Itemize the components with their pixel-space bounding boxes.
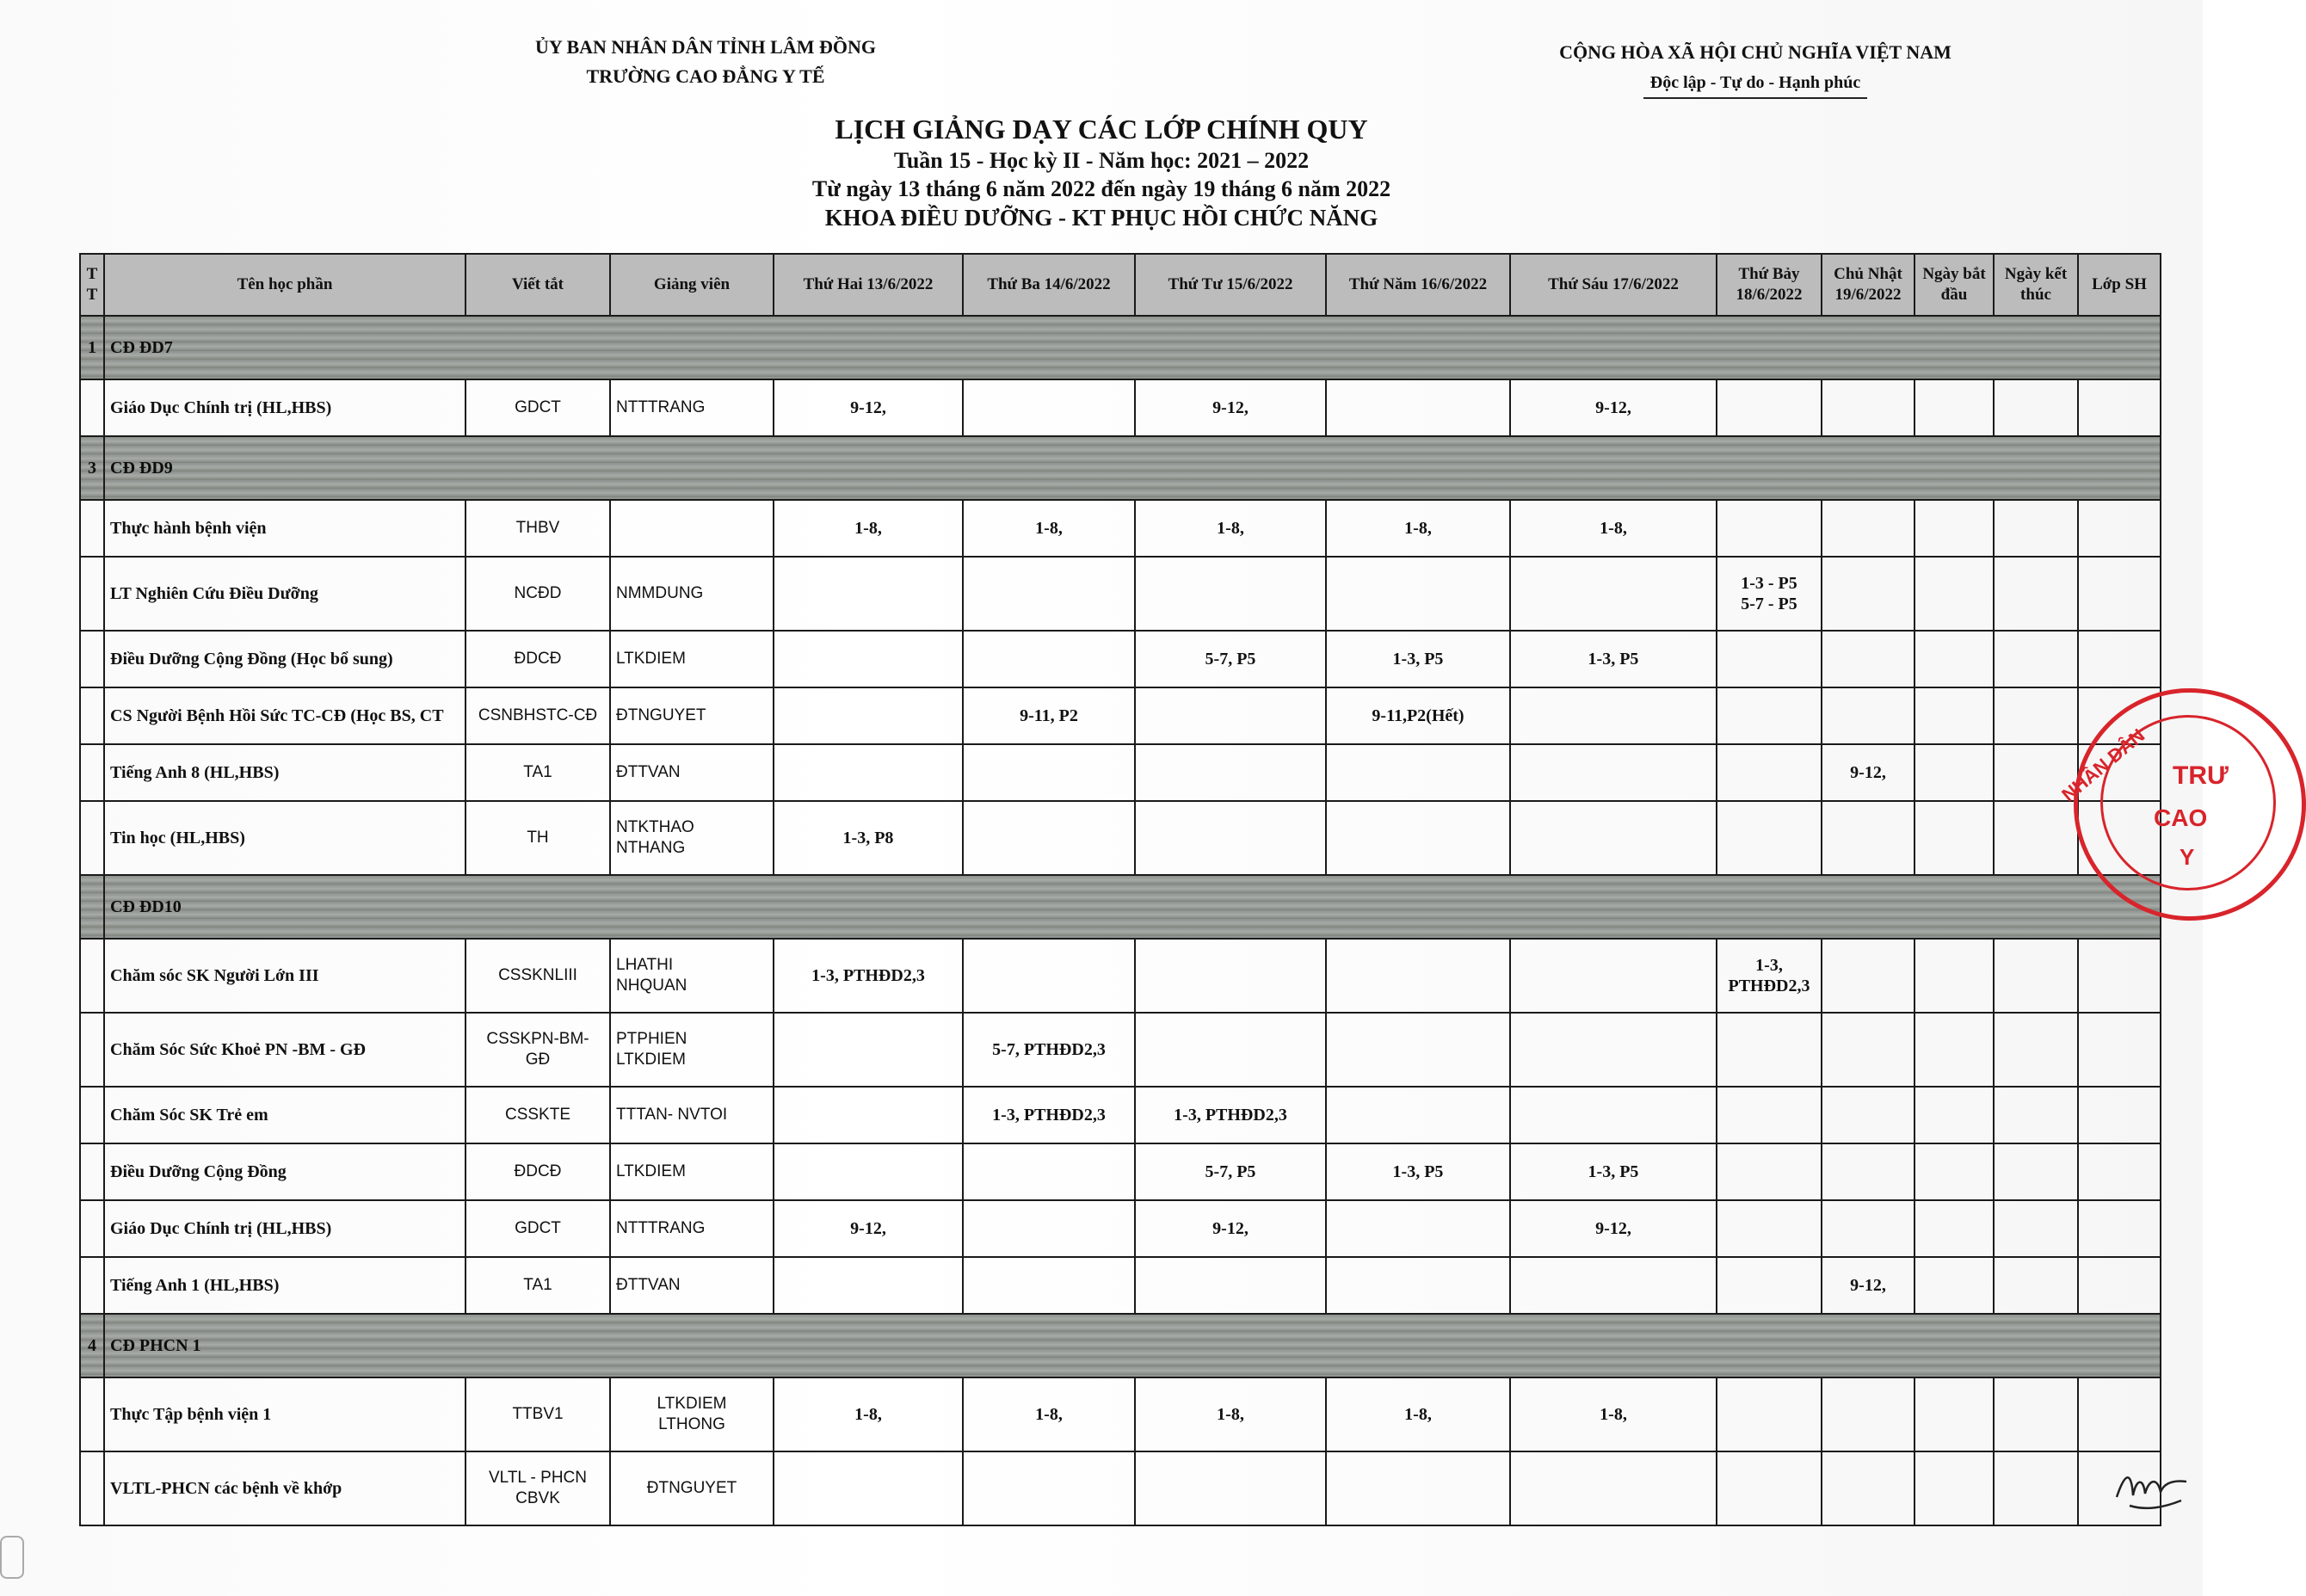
- slot-thu: [1326, 379, 1510, 436]
- section-row: [80, 316, 2161, 379]
- row-number-cell: [80, 379, 104, 436]
- col-start: Ngày bắt đầu: [1914, 254, 1994, 316]
- slot-tue: [963, 1200, 1135, 1257]
- slot-sun: [1822, 1143, 1914, 1200]
- slot-sun: 9-12,: [1822, 1257, 1914, 1314]
- section-number: 1: [80, 316, 104, 379]
- slot-sat: [1717, 744, 1822, 801]
- course-name: Tiếng Anh 1 (HL,HBS): [104, 1257, 466, 1314]
- course-row: [80, 1013, 2161, 1087]
- col-end: Ngày kết thúc: [1994, 254, 2078, 316]
- slot-tue: [963, 1143, 1135, 1200]
- course-row: [80, 557, 2161, 631]
- course-name: Chăm Sóc SK Trẻ em: [104, 1087, 466, 1143]
- lecturer: LHATHI NHQUAN: [610, 939, 774, 1013]
- slot-fri: [1510, 1257, 1717, 1314]
- end-date-cell: [1994, 1200, 2078, 1257]
- slot-sat: [1717, 500, 1822, 557]
- start-date-cell: [1914, 1377, 1994, 1451]
- end-date-cell: [1994, 379, 2078, 436]
- seal-line-2: CAO: [2154, 804, 2208, 831]
- slot-sun: [1822, 801, 1914, 875]
- course-row: [80, 1451, 2161, 1525]
- slot-sun: [1822, 939, 1914, 1013]
- lecturer: NTTTRANG: [610, 379, 774, 436]
- course-row: [80, 1257, 2161, 1314]
- col-sun: Chủ Nhật 19/6/2022: [1822, 254, 1914, 316]
- slot-fri: 1-8,: [1510, 1377, 1717, 1451]
- slot-tue: [963, 631, 1135, 687]
- start-date-cell: [1914, 939, 1994, 1013]
- course-name: Chăm Sóc Sức Khoẻ PN -BM - GĐ: [104, 1013, 466, 1087]
- slot-wed: [1135, 1257, 1326, 1314]
- official-seal: [2057, 688, 2306, 921]
- col-thu: Thứ Năm 16/6/2022: [1326, 254, 1510, 316]
- homeroom-cell: [2078, 1257, 2161, 1314]
- course-row: [80, 1143, 2161, 1200]
- slot-sat: [1717, 379, 1822, 436]
- section-number: 4: [80, 1314, 104, 1377]
- homeroom-cell: [2078, 1087, 2161, 1143]
- homeroom-cell: [2078, 500, 2161, 557]
- slot-tue: 1-8,: [963, 1377, 1135, 1451]
- row-number-cell: [80, 557, 104, 631]
- section-class-name: CĐ ĐD9: [104, 436, 2161, 500]
- start-date-cell: [1914, 631, 1994, 687]
- row-number-cell: [80, 687, 104, 744]
- slot-thu: [1326, 1087, 1510, 1143]
- slot-wed: [1135, 557, 1326, 631]
- slot-fri: 9-12,: [1510, 379, 1717, 436]
- slot-sat: [1717, 1013, 1822, 1087]
- col-lecturer: Giảng viên: [610, 254, 774, 316]
- course-abbreviation: VLTL - PHCN CBVK: [466, 1451, 610, 1525]
- end-date-cell: [1994, 939, 2078, 1013]
- col-tue: Thứ Ba 14/6/2022: [963, 254, 1135, 316]
- col-homeroom: Lớp SH: [2078, 254, 2161, 316]
- lecturer: ĐTTVAN: [610, 1257, 774, 1314]
- course-row: [80, 631, 2161, 687]
- start-date-cell: [1914, 1257, 1994, 1314]
- course-name: Giáo Dục Chính trị (HL,HBS): [104, 379, 466, 436]
- course-name: Điều Dưỡng Cộng Đồng: [104, 1143, 466, 1200]
- slot-fri: [1510, 1013, 1717, 1087]
- slot-tue: [963, 1257, 1135, 1314]
- course-abbreviation: TH: [466, 801, 610, 875]
- slot-mon: [774, 631, 963, 687]
- course-name: Tiếng Anh 8 (HL,HBS): [104, 744, 466, 801]
- course-name: LT Nghiên Cứu Điều Dưỡng: [104, 557, 466, 631]
- col-wed: Thứ Tư 15/6/2022: [1135, 254, 1326, 316]
- course-name: Giáo Dục Chính trị (HL,HBS): [104, 1200, 466, 1257]
- course-abbreviation: CSSKPN-BM- GĐ: [466, 1013, 610, 1087]
- end-date-cell: [1994, 1013, 2078, 1087]
- lecturer: PTPHIEN LTKDIEM: [610, 1013, 774, 1087]
- slot-fri: 9-12,: [1510, 1200, 1717, 1257]
- homeroom-cell: [2078, 939, 2161, 1013]
- seal-line-1: TRƯ: [2173, 761, 2229, 790]
- org-line-2: TRƯỜNG CAO ĐẲNG Y TẾ: [586, 65, 825, 87]
- slot-thu: [1326, 1451, 1510, 1525]
- slot-wed: 5-7, P5: [1135, 1143, 1326, 1200]
- slot-mon: [774, 1013, 963, 1087]
- nation-header: [1514, 38, 1996, 99]
- slot-fri: [1510, 801, 1717, 875]
- course-row: [80, 1087, 2161, 1143]
- end-date-cell: [1994, 1451, 2078, 1525]
- seal-line-3: Y: [2180, 844, 2195, 870]
- lecturer: [610, 500, 774, 557]
- homeroom-cell: [2078, 1143, 2161, 1200]
- course-abbreviation: GDCT: [466, 379, 610, 436]
- end-date-cell: [1994, 1257, 2078, 1314]
- slot-sun: [1822, 379, 1914, 436]
- lecturer: LTKDIEM: [610, 1143, 774, 1200]
- homeroom-cell: [2078, 379, 2161, 436]
- table-body: [80, 316, 2161, 1525]
- slot-thu: 1-3, P5: [1326, 631, 1510, 687]
- slot-sun: [1822, 1013, 1914, 1087]
- org-line-1: ỦY BAN NHÂN DÂN TỈNH LÂM ĐỒNG: [534, 36, 876, 58]
- start-date-cell: [1914, 687, 1994, 744]
- nation-line-2: Độc lập - Tự do - Hạnh phúc: [1643, 68, 1867, 99]
- slot-wed: 9-12,: [1135, 379, 1326, 436]
- slot-sun: [1822, 687, 1914, 744]
- section-class-name: CĐ PHCN 1: [104, 1314, 2161, 1377]
- lecturer: NTKTHAO NTHANG: [610, 801, 774, 875]
- slot-thu: 1-8,: [1326, 500, 1510, 557]
- slot-sat: [1717, 1143, 1822, 1200]
- seal-arc-text: NHÂN DÂN: [2057, 724, 2149, 806]
- slot-wed: 1-8,: [1135, 500, 1326, 557]
- start-date-cell: [1914, 801, 1994, 875]
- row-number-cell: [80, 1451, 104, 1525]
- lecturer: ĐTTVAN: [610, 744, 774, 801]
- slot-tue: 5-7, PTHĐD2,3: [963, 1013, 1135, 1087]
- slot-thu: [1326, 939, 1510, 1013]
- slot-mon: [774, 557, 963, 631]
- date-range: Từ ngày 13 tháng 6 năm 2022 đến ngày 19 tháng 6 năm 2022: [811, 176, 1391, 201]
- slot-mon: [774, 744, 963, 801]
- slot-fri: 1-3, P5: [1510, 1143, 1717, 1200]
- lecturer: ĐTNGUYET: [610, 1451, 774, 1525]
- course-row: [80, 687, 2161, 744]
- document-title: LỊCH GIẢNG DẠY CÁC LỚP CHÍNH QUY: [835, 114, 1368, 145]
- start-date-cell: [1914, 1200, 1994, 1257]
- slot-sun: [1822, 1087, 1914, 1143]
- slot-mon: [774, 1143, 963, 1200]
- col-fri: Thứ Sáu 17/6/2022: [1510, 254, 1717, 316]
- lecturer: NTTTRANG: [610, 1200, 774, 1257]
- slot-tue: 1-3, PTHĐD2,3: [963, 1087, 1135, 1143]
- course-abbreviation: NCĐD: [466, 557, 610, 631]
- slot-tue: [963, 801, 1135, 875]
- homeroom-cell: [2078, 1377, 2161, 1451]
- start-date-cell: [1914, 744, 1994, 801]
- page-edge-mark: [0, 1536, 24, 1579]
- slot-tue: [963, 557, 1135, 631]
- lecturer: LTKDIEM: [610, 631, 774, 687]
- end-date-cell: [1994, 631, 2078, 687]
- course-abbreviation: CSNBHSTC-CĐ: [466, 687, 610, 744]
- section-number: 3: [80, 436, 104, 500]
- signature-mark: [2112, 1463, 2190, 1514]
- slot-sun: 9-12,: [1822, 744, 1914, 801]
- homeroom-cell: [2078, 557, 2161, 631]
- slot-wed: [1135, 939, 1326, 1013]
- table-header: [80, 254, 2161, 316]
- slot-thu: [1326, 1257, 1510, 1314]
- start-date-cell: [1914, 1143, 1994, 1200]
- row-number-cell: [80, 1013, 104, 1087]
- slot-wed: [1135, 687, 1326, 744]
- slot-mon: 1-8,: [774, 500, 963, 557]
- col-mon: Thứ Hai 13/6/2022: [774, 254, 963, 316]
- slot-tue: [963, 1451, 1135, 1525]
- lecturer: ĐTNGUYET: [610, 687, 774, 744]
- row-number-cell: [80, 744, 104, 801]
- slot-sun: [1822, 1200, 1914, 1257]
- slot-mon: [774, 1451, 963, 1525]
- nation-line-1: CỘNG HÒA XÃ HỘI CHỦ NGHĨA VIỆT NAM: [1559, 41, 1951, 63]
- row-number-cell: [80, 1257, 104, 1314]
- start-date-cell: [1914, 1451, 1994, 1525]
- slot-wed: [1135, 801, 1326, 875]
- slot-mon: [774, 687, 963, 744]
- start-date-cell: [1914, 1087, 1994, 1143]
- section-class-name: CĐ ĐD7: [104, 316, 2161, 379]
- slot-fri: [1510, 687, 1717, 744]
- col-abbr: Viết tắt: [466, 254, 610, 316]
- slot-mon: [774, 1257, 963, 1314]
- section-row: [80, 436, 2161, 500]
- faculty-name: KHOA ĐIỀU DƯỠNG - KT PHỤC HỒI CHỨC NĂNG: [824, 205, 1378, 231]
- course-name: VLTL-PHCN các bệnh về khớp: [104, 1451, 466, 1525]
- course-row: [80, 1200, 2161, 1257]
- slot-sat: [1717, 1200, 1822, 1257]
- row-number-cell: [80, 939, 104, 1013]
- end-date-cell: [1994, 801, 2078, 875]
- end-date-cell: [1994, 687, 2078, 744]
- course-name: Chăm sóc SK Người Lớn III: [104, 939, 466, 1013]
- course-abbreviation: CSSKTE: [466, 1087, 610, 1143]
- slot-thu: 1-8,: [1326, 1377, 1510, 1451]
- slot-sat: [1717, 1377, 1822, 1451]
- course-abbreviation: ĐDCĐ: [466, 1143, 610, 1200]
- course-abbreviation: TTBV1: [466, 1377, 610, 1451]
- row-number-cell: [80, 1087, 104, 1143]
- slot-wed: [1135, 1013, 1326, 1087]
- slot-fri: [1510, 1087, 1717, 1143]
- slot-mon: 1-8,: [774, 1377, 963, 1451]
- slot-sat: [1717, 687, 1822, 744]
- slot-fri: 1-3, P5: [1510, 631, 1717, 687]
- start-date-cell: [1914, 379, 1994, 436]
- slot-sun: [1822, 1451, 1914, 1525]
- slot-fri: [1510, 744, 1717, 801]
- row-number-cell: [80, 1200, 104, 1257]
- slot-wed: [1135, 744, 1326, 801]
- slot-mon: 9-12,: [774, 379, 963, 436]
- slot-sat: [1717, 1451, 1822, 1525]
- slot-fri: [1510, 939, 1717, 1013]
- section-row: [80, 1314, 2161, 1377]
- slot-sun: [1822, 1377, 1914, 1451]
- slot-wed: 1-8,: [1135, 1377, 1326, 1451]
- slot-thu: [1326, 1013, 1510, 1087]
- start-date-cell: [1914, 1013, 1994, 1087]
- row-number-cell: [80, 631, 104, 687]
- homeroom-cell: [2078, 631, 2161, 687]
- course-row: [80, 939, 2161, 1013]
- slot-thu: [1326, 744, 1510, 801]
- course-row: [80, 1377, 2161, 1451]
- course-abbreviation: THBV: [466, 500, 610, 557]
- course-row: [80, 379, 2161, 436]
- course-row: [80, 801, 2161, 875]
- slot-sat: 1-3, PTHĐD2,3: [1717, 939, 1822, 1013]
- slot-tue: [963, 744, 1135, 801]
- course-abbreviation: ĐDCĐ: [466, 631, 610, 687]
- slot-sun: [1822, 557, 1914, 631]
- week-info: Tuần 15 - Học kỳ II - Năm học: 2021 – 2022: [893, 148, 1310, 173]
- schedule-table: [79, 253, 2161, 1526]
- slot-sat: [1717, 1087, 1822, 1143]
- lecturer: TTTAN- NVTOI: [610, 1087, 774, 1143]
- slot-wed: [1135, 1451, 1326, 1525]
- section-class-name: CĐ ĐD10: [104, 875, 2161, 939]
- slot-thu: 1-3, P5: [1326, 1143, 1510, 1200]
- col-tt: T T: [80, 254, 104, 316]
- lecturer: NMMDUNG: [610, 557, 774, 631]
- course-name: CS Người Bệnh Hồi Sức TC-CĐ (Học BS, CT: [104, 687, 466, 744]
- course-abbreviation: TA1: [466, 744, 610, 801]
- slot-tue: [963, 379, 1135, 436]
- section-row: [80, 875, 2161, 939]
- end-date-cell: [1994, 1377, 2078, 1451]
- row-number-cell: [80, 1143, 104, 1200]
- slot-mon: 1-3, PTHĐD2,3: [774, 939, 963, 1013]
- section-number: [80, 875, 104, 939]
- course-abbreviation: TA1: [466, 1257, 610, 1314]
- slot-wed: 5-7, P5: [1135, 631, 1326, 687]
- col-sat: Thứ Bảy 18/6/2022: [1717, 254, 1822, 316]
- course-row: [80, 744, 2161, 801]
- row-number-cell: [80, 801, 104, 875]
- slot-tue: 1-8,: [963, 500, 1135, 557]
- slot-sun: [1822, 631, 1914, 687]
- slot-fri: [1510, 557, 1717, 631]
- slot-sat: [1717, 1257, 1822, 1314]
- homeroom-cell: [2078, 1013, 2161, 1087]
- row-number-cell: [80, 500, 104, 557]
- course-abbreviation: CSSKNLIII: [466, 939, 610, 1013]
- start-date-cell: [1914, 500, 1994, 557]
- slot-fri: 1-8,: [1510, 500, 1717, 557]
- end-date-cell: [1994, 500, 2078, 557]
- end-date-cell: [1994, 557, 2078, 631]
- slot-sun: [1822, 500, 1914, 557]
- course-name: Điều Dưỡng Cộng Đồng (Học bổ sung): [104, 631, 466, 687]
- slot-tue: [963, 939, 1135, 1013]
- start-date-cell: [1914, 557, 1994, 631]
- slot-sat: 1-3 - P5 5-7 - P5: [1717, 557, 1822, 631]
- end-date-cell: [1994, 1087, 2078, 1143]
- course-abbreviation: GDCT: [466, 1200, 610, 1257]
- course-name: Thực hành bệnh viện: [104, 500, 466, 557]
- slot-thu: [1326, 557, 1510, 631]
- end-date-cell: [1994, 1143, 2078, 1200]
- slot-wed: 1-3, PTHĐD2,3: [1135, 1087, 1326, 1143]
- course-name: Thực Tập bệnh viện 1: [104, 1377, 466, 1451]
- course-name: Tin học (HL,HBS): [104, 801, 466, 875]
- slot-mon: 1-3, P8: [774, 801, 963, 875]
- slot-thu: [1326, 801, 1510, 875]
- homeroom-cell: [2078, 1200, 2161, 1257]
- slot-wed: 9-12,: [1135, 1200, 1326, 1257]
- course-row: [80, 500, 2161, 557]
- slot-thu: [1326, 1200, 1510, 1257]
- slot-mon: [774, 1087, 963, 1143]
- slot-thu: 9-11,P2(Hết): [1326, 687, 1510, 744]
- slot-sat: [1717, 801, 1822, 875]
- organization-header: [482, 33, 929, 91]
- lecturer: LTKDIEM LTHONG: [610, 1377, 774, 1451]
- slot-sat: [1717, 631, 1822, 687]
- col-course: Tên học phần: [104, 254, 466, 316]
- row-number-cell: [80, 1377, 104, 1451]
- slot-tue: 9-11, P2: [963, 687, 1135, 744]
- slot-mon: 9-12,: [774, 1200, 963, 1257]
- slot-fri: [1510, 1451, 1717, 1525]
